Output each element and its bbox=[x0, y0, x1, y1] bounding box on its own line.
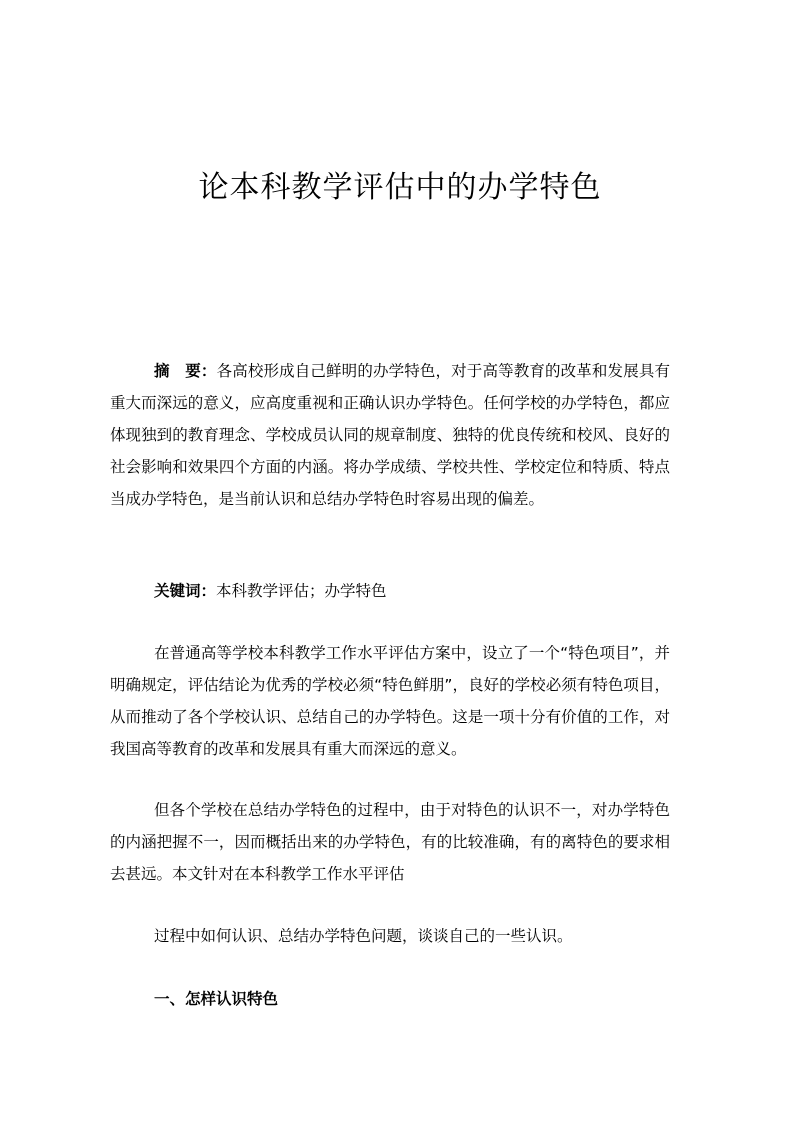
abstract-label: 摘 要： bbox=[154, 362, 217, 380]
body-paragraph-2: 但各个学校在总结办学特色的过程中，由于对特色的认识不一，对办学特色的内涵把握不一，因而概括出来的办学特色，有的比较准确，有的离特色的要求相去甚远。本文针对在本科教学工作水平评估 bbox=[110, 801, 670, 883]
body-paragraph-1: 在普通高等学校本科教学工作水平评估方案中，设立了一个“特色项目”，并明确规定，评估结论为优秀的学校必须“特色鲜朋”，良好的学校必须有特色项目，从而推动了各个学校认识、总结自己的办学特色。这是一项十分有价值的工作，对我国高等教育的改革和发展具有重大而深远的意义。 bbox=[110, 644, 670, 758]
abstract-text: 各高校形成自己鲜明的办学特色，对于高等教育的改革和发展具有重大而深远的意义，应高度重视和正确认识办学特色。任何学校的办学特色，都应体现独到的教育理念、学校成员认同的规章制度、独特的优良传统和校风、良好的社会影响和效果四个方面的内涵。将办学成绩、学校共性、学校定位和特质、特点当成办学特色，是当前认识和总结办学特色时容易出现的偏差。 bbox=[110, 362, 670, 508]
body-paragraph-3: 过程中如何认识、总结办学特色问题，谈谈自己的一些认识。 bbox=[154, 927, 573, 945]
keywords-label: 关键词： bbox=[154, 582, 217, 600]
keywords-paragraph bbox=[110, 575, 670, 607]
document-title: 论本科教学评估中的办学特色 bbox=[198, 170, 602, 205]
section-heading: 一、怎样认识特色 bbox=[154, 990, 279, 1008]
keywords-text: 本科教学评估；办学特色 bbox=[216, 582, 387, 600]
abstract-paragraph bbox=[110, 355, 670, 515]
